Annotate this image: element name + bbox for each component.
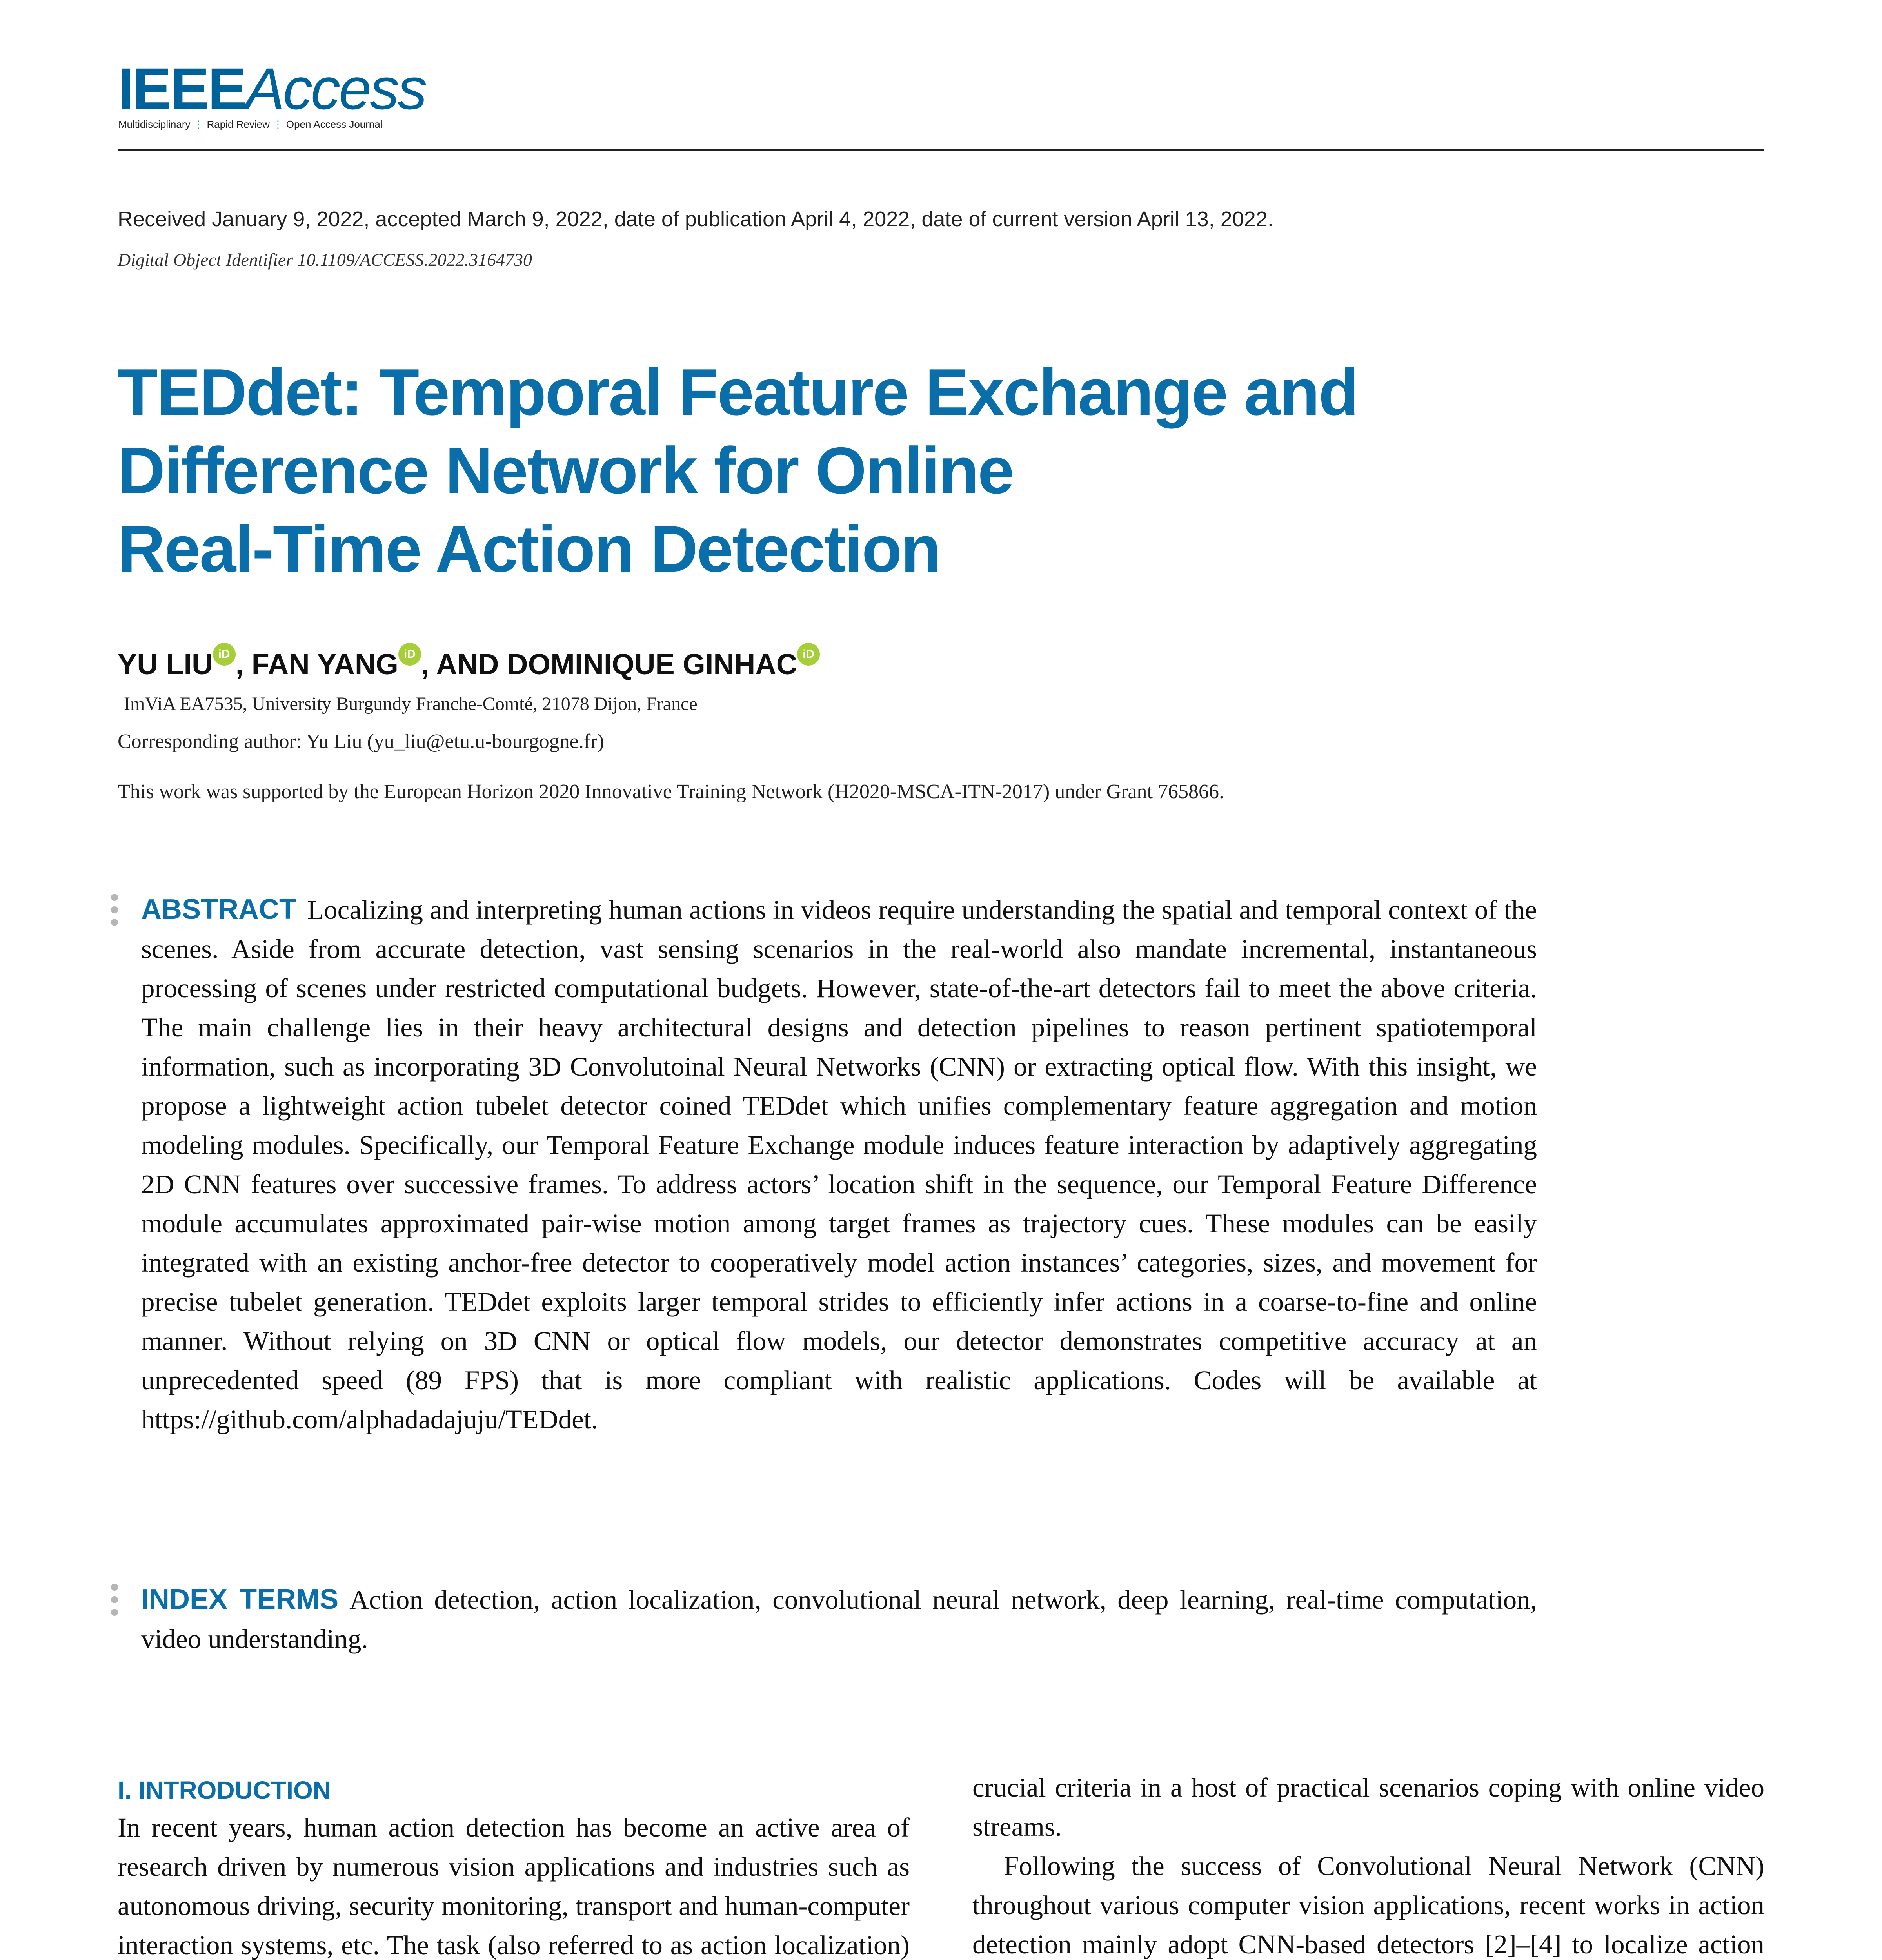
title-line: TEDdet: Temporal Feature Exchange and <box>118 355 1358 429</box>
tagline-part: Rapid Review <box>207 118 270 130</box>
tagline-separator: ⋮ <box>272 118 283 130</box>
journal-logo <box>118 55 425 123</box>
abstract-block <box>141 890 1537 1439</box>
orcid-icon[interactable]: iD <box>398 643 421 666</box>
author-name: YU LIU <box>118 648 213 681</box>
affiliation: ImViA EA7535, University Burgundy Franche-Comté, 21078 Dijon, France <box>124 693 698 714</box>
tagline-separator: ⋮ <box>193 118 204 130</box>
index-terms-block <box>141 1580 1537 1659</box>
doi-line: Digital Object Identifier 10.1109/ACCESS.2022.3164730 <box>118 250 532 270</box>
journal-tagline <box>118 118 383 131</box>
orcid-icon[interactable]: iD <box>213 643 236 666</box>
tagline-part: Multidisciplinary <box>118 118 191 130</box>
body-column-left <box>118 1808 910 1960</box>
header-divider <box>118 149 1764 151</box>
paper-title <box>118 353 1686 588</box>
paragraph: crucial criteria in a host of practical scenarios coping with online video streams. <box>972 1773 1764 1842</box>
body-column-right <box>972 1768 1764 1960</box>
abstract-marker-dots <box>111 894 119 931</box>
paragraph: In recent years, human action detection has become an active area of research driven by numerous vision applications and industries such as autonomous driving, security monitoring, transport and human-computer interaction systems, etc. The task (also referred to as action localization) <box>118 1813 910 1960</box>
tagline-part: Open Access Journal <box>286 118 383 130</box>
orcid-icon[interactable]: iD <box>797 643 820 666</box>
index-terms-label: INDEX TERMS <box>141 1584 339 1615</box>
section-heading-introduction: I. INTRODUCTION <box>118 1776 331 1804</box>
logo-ieee-text: IEEE <box>118 56 245 122</box>
abstract-label: ABSTRACT <box>141 894 296 925</box>
paragraph-text: Following the success of Convolutional Neural Network (CNN) throughout various computer vision applications, recent works in action detection mainly adopt CNN-based detectors [2]–[4] to localize action <box>972 1851 1764 1959</box>
received-dates: Received January 9, 2022, accepted March 9, 2022, date of publication April 4, 2022, date of current version April 13, 2022. <box>118 207 1273 231</box>
index-terms-text: Action detection, action localization, convolutional neural network, deep learning, real-time computation, video understanding. <box>141 1585 1537 1654</box>
author-name: , FAN YANG <box>235 648 398 681</box>
abstract-text: Localizing and interpreting human actions in videos require understanding the spatial and temporal context of the scenes. Aside from accurate detection, vast sensing scenarios in the real-world also mandate incremental, instantaneous processing of scenes under restricted computational budgets. However, state-of-the-art detectors fail to meet the above criteria. The main challenge lies in their heavy architectural designs and detection pipelines to reason pertinent spatiotemporal information, such as incorporating 3D Convolutoinal Neural Networks (CNN) or extracting optical flow. With this insight, we propose a lightweight action tubelet detector coined TEDdet which unifies complementary feature aggregation and motion modeling modules. Specifically, our Temporal Feature Exchange module induces feature interaction by adaptively aggregating 2D CNN features over successive frames. To address actors’ location shift in the sequence, our Temporal Feature Difference module accumulates approximated pair-wise motion among target frames as trajectory cues. These modules can be easily integrated with an existing anchor-free detector to cooperatively model action instances’ categories, sizes, and movement for precise tubelet generation. TEDdet exploits larger temporal strides to efficiently infer actions in a coarse-to-fine and online manner. Without relying on 3D CNN or optical flow models, our detector demonstrates competitive accuracy at an unprecedented speed (89 FPS) that is more compliant with realistic applications. Codes will be available at https://github.com/alphadadajuju/TEDdet. <box>141 895 1537 1434</box>
author-name: , AND DOMINIQUE GINHAC <box>421 648 797 681</box>
index-terms-marker-dots <box>111 1584 119 1621</box>
author-list <box>118 648 820 681</box>
funding-note: This work was supported by the European Horizon 2020 Innovative Training Network (H2020-MSCA-ITN-2017) under Grant 765866. <box>118 780 1224 803</box>
title-line: Difference Network for Online <box>118 434 1014 507</box>
corresponding-author: Corresponding author: Yu Liu (yu_liu@etu.u-bourgogne.fr) <box>118 730 604 753</box>
title-line: Real-Time Action Detection <box>118 512 940 586</box>
logo-access-text: Access <box>245 56 426 122</box>
paragraph <box>972 1846 1764 1960</box>
